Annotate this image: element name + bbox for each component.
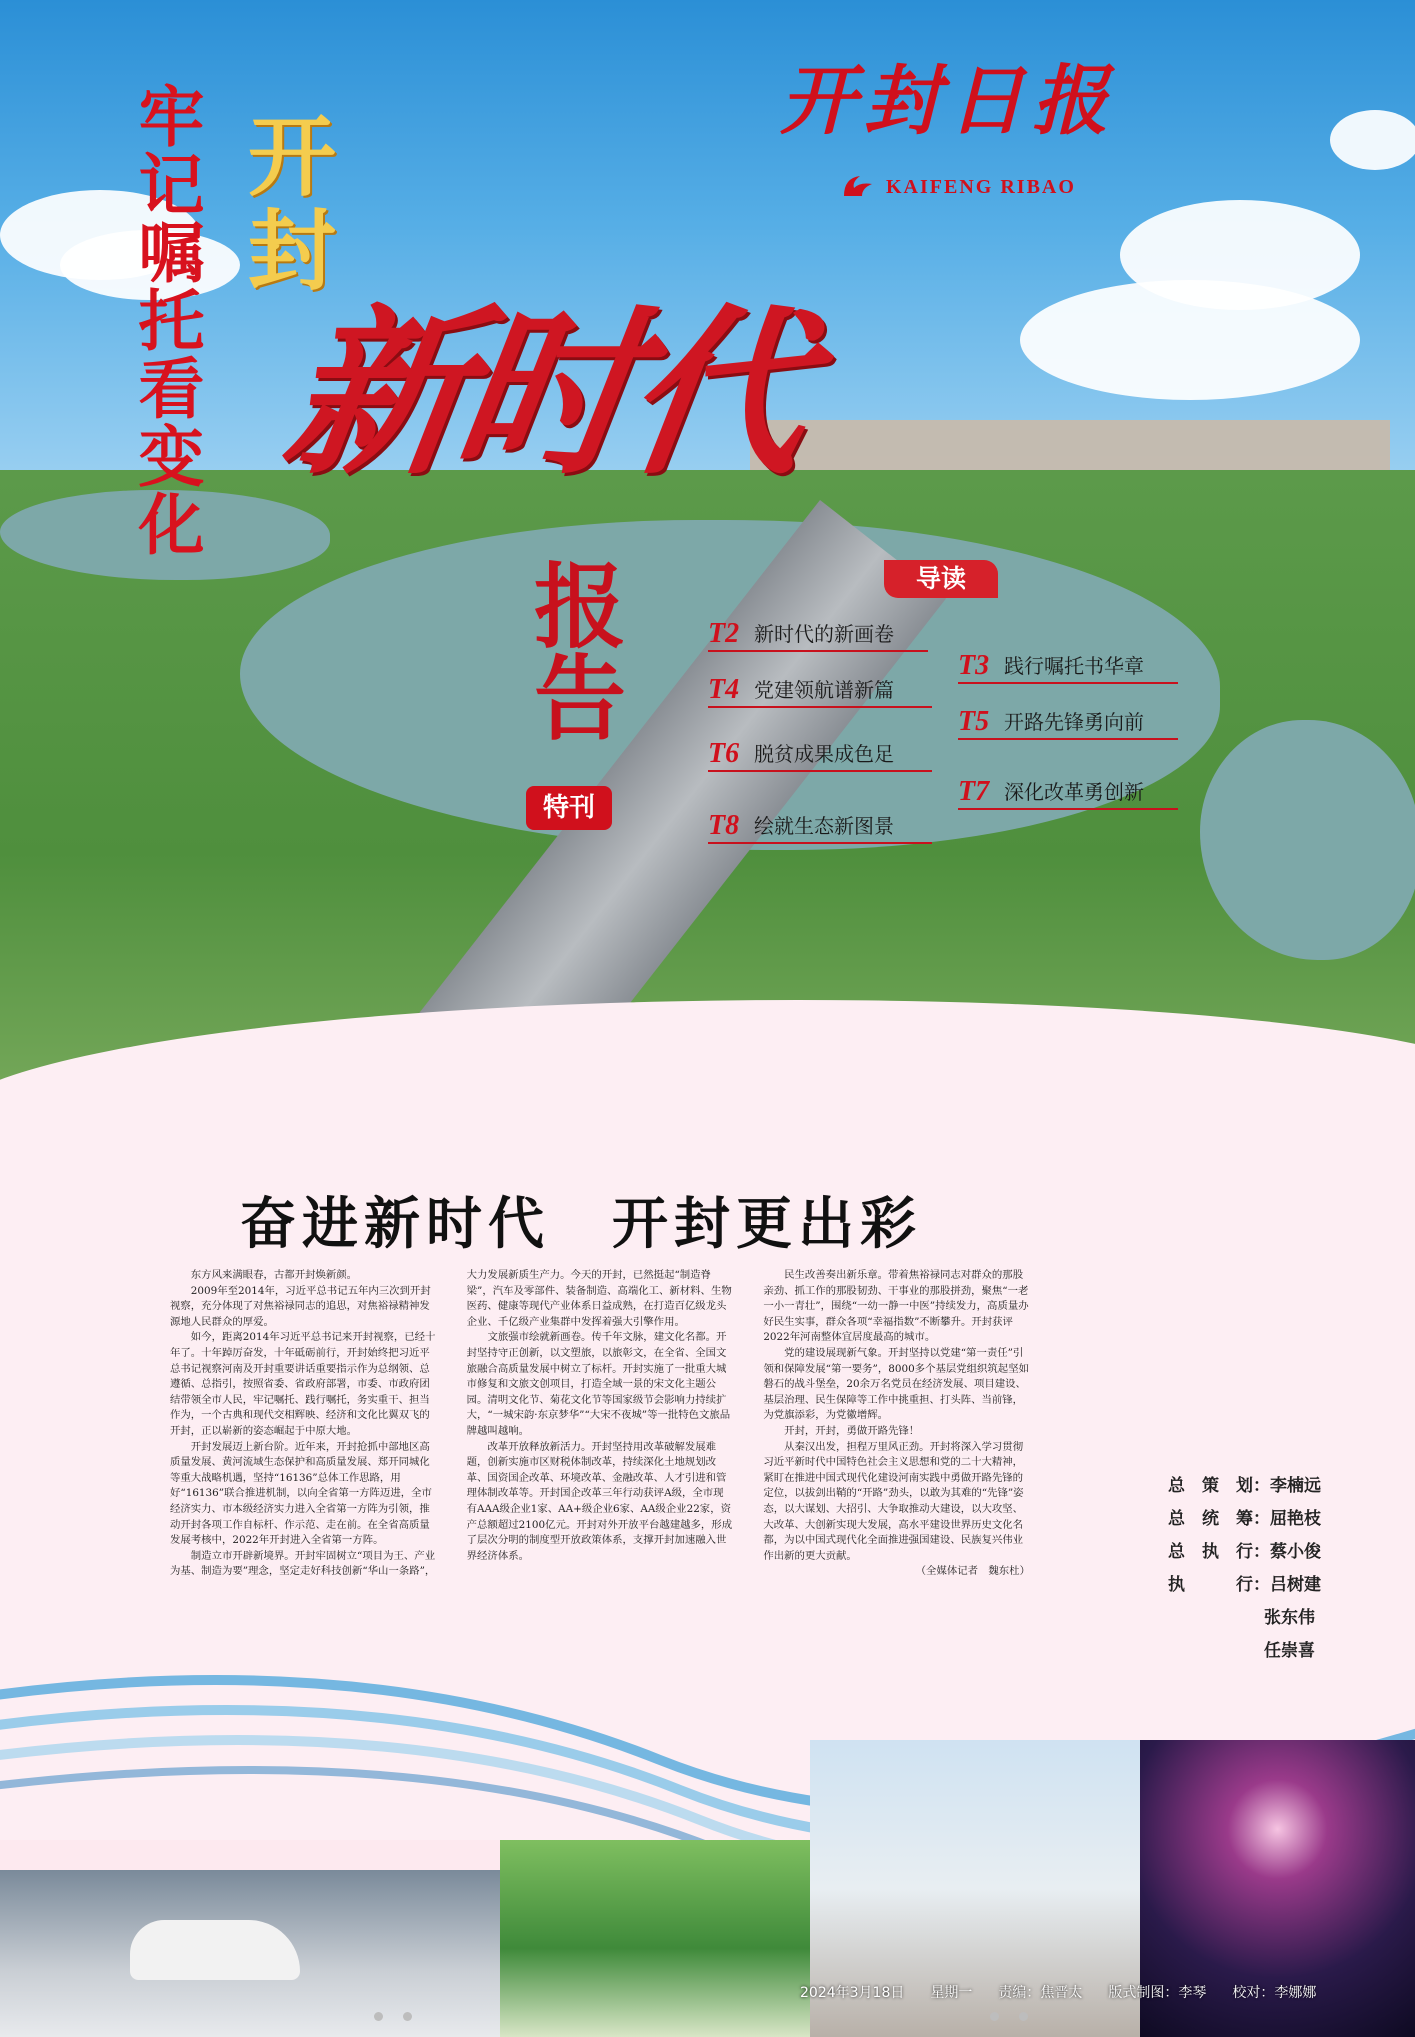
special-issue-badge: 特刊 <box>526 786 612 830</box>
article-paragraph: 文旅强市绘就新画卷。传千年文脉，建文化名都。开封坚持守正创新，以文塑旅，以旅彰文，在全省、全国文旅融合高质量发展中树立了标杆。开封实施了一批重大城市修复和文旅文创项目，打造全域一景的宋文化主题公园。清明文化节、菊花文化节等国家级节会影响力持续扩大，“一城宋韵·东京梦华”“大宋不夜城”等一批特色文旅品牌越叫越响。 <box>466 1331 731 1437</box>
credit-name: 屈艳枝 <box>1270 1509 1321 1529</box>
article-paragraph: 开封，开封，勇做开路先锋！ <box>784 1424 920 1437</box>
toc-label: 深化改革勇创新 <box>1004 780 1144 804</box>
page-dots-right <box>990 2012 1050 2021</box>
main-title: 新时代 <box>273 288 813 499</box>
toc-label: 党建领航谱新篇 <box>754 678 894 702</box>
article-paragraph: 东方风来满眼春，古都开封焕新颜。 <box>190 1269 358 1281</box>
bottom-photo-strip <box>0 1720 1415 2020</box>
toc-page: T3 <box>958 650 990 681</box>
toc-page: T8 <box>708 810 740 841</box>
footer-layout: 版式制图：李琴 <box>1108 1985 1207 2001</box>
farm-photo <box>500 1840 810 2037</box>
footer-editor: 责编：焦晋太 <box>998 1985 1083 2001</box>
masthead-english: KAIFENG RIBAO <box>886 176 1076 198</box>
credit-role: 总 统 筹： <box>1168 1509 1270 1529</box>
registration-dot <box>990 2012 999 2021</box>
toc-page: T7 <box>958 776 990 807</box>
article-paragraph: 制造立市开辟新境界。开封牢固树立“项目为王、产业为基、制造为要”理念，坚定走好科技创新“华山一条路”，大力发展新质生产力。今天的开封，已然挺起“制造脊梁”，汽车及零部件、装备制造、高端化工、新材料、生物医药、健康等现代产业体系日益成熟，在打造百亿级龙头企业、千亿级产业集群中发挥着强大引擎作用。 <box>170 1269 732 1578</box>
toc-page: T2 <box>708 618 740 649</box>
credit-name: 吕树建 <box>1270 1575 1321 1595</box>
masthead-title: 开封日报 <box>780 56 1116 145</box>
footer-proof: 校对：李娜娜 <box>1232 1985 1317 2001</box>
credit-row <box>1168 1470 1368 1503</box>
article-paragraph: 2009年至2014年，习近平总书记五年内三次到开封视察，充分体现了对焦裕禄同志的追思，对焦裕禄精神发源地人民群众的厚爱。 <box>170 1284 431 1328</box>
credit-name: 蔡小俊 <box>1270 1542 1321 1562</box>
credit-row <box>1168 1569 1368 1602</box>
credits-block <box>1168 1470 1368 1668</box>
toc-item[interactable] <box>708 736 932 772</box>
credit-row <box>1168 1536 1368 1569</box>
toc-label: 绘就生态新图景 <box>754 814 894 838</box>
registration-dot <box>403 2012 412 2021</box>
toc-page: T4 <box>708 674 740 705</box>
credit-name: 李楠远 <box>1270 1476 1321 1496</box>
footer-bar <box>800 1978 1400 2006</box>
toc-page: T6 <box>708 738 740 769</box>
article-byline: （全媒体记者 魏东杜） <box>915 1565 1030 1578</box>
article-paragraph: 开封发展迈上新台阶。近年来，开封抢抓中部地区高质量发展、黄河流域生态保护和高质量发展、郑开同城化等重大战略机遇，坚持“16136”总体工作思路，用好“16136”联合推进机制，以向全省第一方阵迈进，全市经济实力、市本级经济实力进入全省第一方阵为引领，推动开封各项工作自标杆、作示范、走在前。在全省高质量发展考核中，2022年开封进入全省第一方阵。 <box>170 1440 432 1547</box>
article-paragraph: 从秦汉出发，担程万里风正劲。开封将深入学习贯彻习近平新时代中国特色社会主义思想和党的二十大精神，紧盯在推进中国式现代化建设河南实践中勇做开路先锋的定位，以拔剑出鞘的“开路”劲头，以敢为其难的“先锋”姿态，以大谋划、大招引、大争取推动大建设，以大攻坚、大改革、大创新实现大发展，高水平建设世界历史文化名都，为以中国式现代化全面推进强国建设、民族复兴伟业作出新的更大贡献。 <box>763 1440 1024 1562</box>
credit-name: 张东伟 <box>1264 1608 1315 1628</box>
page-dots-left <box>374 2012 434 2021</box>
article-paragraph: 如今，距离2014年习近平总书记来开封视察，已经十年了。十年踔厉奋发，十年砥砺前行，开封始终把习近平总书记视察河南及开封重要讲话重要指示作为总纲领、总遵循、总指引，按照省委、省政府部署，市委、市政府团结带领全市人民，牢记嘱托、践行嘱托，务实重干、担当作为，一个古典和现代交相辉映、经济和文化比翼双飞的开封，正以崭新的姿态崛起于中原大地。 <box>170 1331 436 1437</box>
article-headline: 奋进新时代 开封更出彩 <box>240 1192 922 1257</box>
credit-role: 总 执 行： <box>1168 1542 1270 1562</box>
article-paragraph: 改革开放释放新活力。开封坚持用改革破解发展难题，创新实施市区财税体制改革，持续深化土地规划改革、国资国企改革、环境改革、金融改革、人才引进和管理体制改革等。开封国企改革三年行动获评A级，全市现有AAA级企业1家、AA+级企业6家、AA级企业22家，资产总额超过2100亿元。开封对外开放平台越建越多，形成了层次分明的制度型开放政策体系，支撑开封加速融入世界经济体系。 <box>466 1440 733 1562</box>
credit-row <box>1168 1503 1368 1536</box>
toc-item[interactable] <box>958 704 1178 740</box>
toc-label: 新时代的新画卷 <box>754 622 894 646</box>
footer-weekday: 星期一 <box>930 1985 973 2001</box>
credit-role: 执 行： <box>1168 1575 1270 1595</box>
credit-role: 总 策 划： <box>1168 1476 1270 1496</box>
registration-dot <box>1019 2012 1028 2021</box>
cloud <box>1020 280 1360 400</box>
article-paragraph: 民生改善奏出新乐章。带着焦裕禄同志对群众的那股亲劲、抓工作的那股韧劲、干事业的那股拼劲，聚焦“一老一小一青壮”，围绕“一幼一静一中医”持续发力，高质量办好民生实事，群众各项“幸福指数”不断攀升。开封获评2022年河南整体宜居度最高的城市。 <box>763 1269 1029 1344</box>
city-name: 开封 <box>234 110 337 298</box>
toc-label: 脱贫成果成色足 <box>754 742 894 766</box>
toc-label: 践行嘱托书华章 <box>1004 654 1144 678</box>
toc-item[interactable] <box>708 672 932 708</box>
toc-label: 开路先锋勇向前 <box>1004 710 1144 734</box>
car-photo <box>130 1920 300 1980</box>
guide-label: 导读 <box>884 560 998 598</box>
report-title: 报告 <box>519 558 626 742</box>
slogan-vertical: 牢记嘱托看变化 <box>127 82 204 558</box>
newspaper-logo-icon <box>840 172 876 202</box>
article-body <box>170 1268 1030 1638</box>
toc-page: T5 <box>958 706 990 737</box>
credit-name: 任崇喜 <box>1264 1641 1315 1661</box>
toc-item[interactable] <box>708 616 928 652</box>
toc-item[interactable] <box>958 648 1178 684</box>
toc-item[interactable] <box>708 808 932 844</box>
cloud <box>1330 110 1415 170</box>
toc-item[interactable] <box>958 774 1178 810</box>
footer-date: 2024年3月18日 <box>800 1985 905 2001</box>
registration-dot <box>374 2012 383 2021</box>
article-paragraph: 党的建设展现新气象。开封坚持以党建“第一责任”引领和保障发展“第一要务”，8000多个基层党组织筑起坚如磐石的战斗堡垒，20余万名党员在经济发展、项目建设、基层治理、民生保障等工作中挑重担、打头阵、当前锋，为党旗添彩，为党徽增辉。 <box>763 1346 1029 1422</box>
